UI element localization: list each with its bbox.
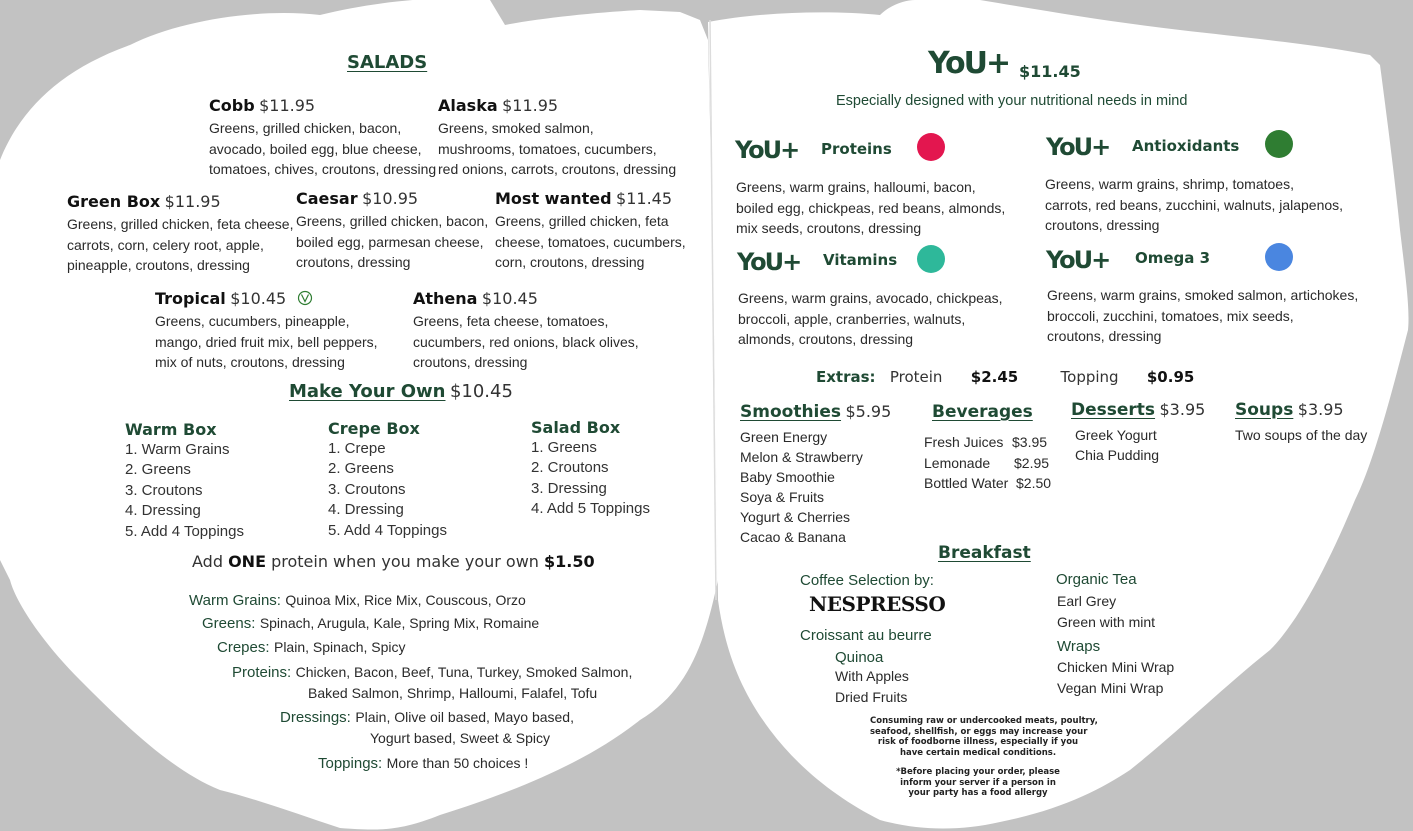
item-desc: carrots, red beans, zucchini, walnuts, jalapenos, <box>1045 196 1344 213</box>
item-desc: mushrooms, tomatoes, cucumbers, <box>438 140 657 157</box>
box-step: 1. Greens <box>531 439 597 456</box>
list-item: Melon & Strawberry <box>740 449 863 465</box>
desserts-price: $3.95 <box>1159 400 1206 419</box>
box-name: Crepe Box <box>328 419 420 438</box>
box-step: 2. Greens <box>328 460 394 478</box>
item-price: $11.95 <box>164 192 221 211</box>
option-label: Warm Grains: <box>189 592 281 609</box>
bev-name: Bottled Water <box>924 475 1009 491</box>
item-desc: Greens, grilled chicken, bacon, <box>209 120 402 136</box>
bev-name: Fresh Juices <box>924 434 1004 450</box>
youplus-logo-small: YoU+ <box>1046 133 1110 161</box>
option-text: Plain, Olive oil based, Mayo based, <box>355 709 574 725</box>
item-desc: Greens, grilled chicken, bacon, <box>296 213 489 229</box>
youplus-logo: YoU+ <box>928 46 1010 81</box>
item-name: Green Box <box>67 192 161 211</box>
item-desc: broccoli, zucchini, tomatoes, mix seeds, <box>1047 307 1294 324</box>
make-your-own-price: $10.45 <box>449 381 513 402</box>
list-item <box>924 432 1048 453</box>
item-desc: carrots, corn, celery root, apple, <box>67 236 264 253</box>
box-step: 3. Croutons <box>328 480 406 498</box>
list-item <box>924 453 1050 474</box>
option-dressings <box>280 709 574 727</box>
item-desc: corn, croutons, dressing <box>495 254 645 270</box>
wraps-label: Wraps <box>1057 638 1101 655</box>
menu-item-cobb <box>209 96 436 180</box>
bev-price: $3.95 <box>1012 434 1048 450</box>
item-desc: croutons, dressing <box>1047 328 1162 344</box>
option-label: Toppings: <box>318 755 383 772</box>
list-item: Earl Grey <box>1057 593 1117 609</box>
youplus-item-proteins <box>736 177 1005 239</box>
option-toppings <box>318 755 528 773</box>
smoothies-section <box>740 402 891 547</box>
youplus-logo-small: YoU+ <box>737 248 801 276</box>
item-desc: croutons, dressing <box>413 354 528 370</box>
protein-note-bold: ONE <box>228 552 266 571</box>
protein-note-mid: protein when you make your own <box>271 552 539 571</box>
protein-note <box>192 552 595 571</box>
make-your-own-title: Make Your Own <box>289 381 446 402</box>
box-step: 3. Dressing <box>531 479 607 497</box>
salads-heading: SALADS <box>347 52 428 73</box>
item-desc: Greens, warm grains, halloumi, bacon, <box>736 179 976 195</box>
disclaimer-line: Consuming raw or undercooked meats, poultry, <box>870 716 1098 726</box>
item-price: $10.45 <box>230 289 287 308</box>
make-your-own-heading <box>289 381 513 402</box>
coffee-label: Coffee Selection by: <box>800 572 934 589</box>
box-step: 4. Dressing <box>125 502 201 520</box>
youplus-item-antioxidants <box>1045 174 1343 236</box>
box-step: 1. Warm Grains <box>125 441 230 458</box>
list-item: Cacao & Banana <box>740 529 846 545</box>
option-label: Greens: <box>202 615 256 632</box>
list-item: Yogurt & Cherries <box>740 509 850 525</box>
option-text: Chicken, Bacon, Beef, Tuna, Turkey, Smoked Salmon, <box>295 664 633 680</box>
food-safety-disclaimer <box>870 716 1098 758</box>
item-price: $10.95 <box>362 189 419 208</box>
item-desc: Greens, grilled chicken, feta cheese, <box>67 216 294 232</box>
item-desc: croutons, dressing <box>296 254 411 270</box>
extras-protein-price: $2.45 <box>970 368 1019 386</box>
option-text: Yogurt based, Sweet & Spicy <box>370 730 551 746</box>
tea-label: Organic Tea <box>1056 571 1137 588</box>
item-desc: tomatoes, chives, croutons, dressing <box>209 161 437 177</box>
box-step: 2. Croutons <box>531 459 609 477</box>
option-text: More than 50 choices ! <box>386 755 529 771</box>
item-desc: pineapple, croutons, dressing <box>67 257 250 273</box>
option-greens <box>202 615 539 633</box>
option-text: Quinoa Mix, Rice Mix, Couscous, Orzo <box>285 592 526 608</box>
allergy-line: inform your server if a person in <box>900 777 1056 788</box>
youplus-logo-small: YoU+ <box>735 136 799 164</box>
item-name: Alaska <box>438 96 498 115</box>
item-desc: red onions, carrots, croutons, dressing <box>438 161 677 177</box>
item-desc: Greens, warm grains, shrimp, tomatoes, <box>1045 176 1294 192</box>
smoothies-heading: Smoothies <box>740 402 842 422</box>
item-desc: almonds, croutons, dressing <box>738 331 914 347</box>
menu-item-alaska <box>438 96 676 180</box>
allergy-line: *Before placing your order, please <box>896 767 1060 777</box>
option-label: Proteins: <box>232 664 292 681</box>
item-desc: Greens, warm grains, avocado, chickpeas, <box>738 290 1003 306</box>
option-text: Plain, Spinach, Spicy <box>273 639 406 655</box>
box-step: 3. Croutons <box>125 481 203 499</box>
croissant-list <box>835 649 909 707</box>
youplus-item-vitamins <box>738 288 1003 350</box>
menu-item-tropical <box>155 289 378 373</box>
list-item: Greek Yogurt <box>1075 427 1157 443</box>
item-desc: Greens, smoked salmon, <box>438 120 594 136</box>
protein-note-price: $1.50 <box>544 552 595 571</box>
option-label: Dressings: <box>280 709 351 726</box>
option-crepes <box>217 639 406 657</box>
disclaimer-line: have certain medical conditions. <box>899 747 1057 758</box>
item-desc: cucumbers, red onions, black olives, <box>413 333 639 350</box>
breakfast-heading: Breakfast <box>938 543 1031 563</box>
item-desc: avocado, boiled egg, blue cheese, <box>209 140 422 157</box>
option-text: Baked Salmon, Shrimp, Halloumi, Falafel, Tofu <box>308 685 598 701</box>
extras-row <box>816 368 1194 387</box>
disclaimer-line: seafood, shellfish, or eggs may increase your <box>870 726 1088 737</box>
list-item: Vegan Mini Wrap <box>1057 679 1164 696</box>
youplus-logo-small: YoU+ <box>1046 246 1110 274</box>
item-desc: Greens, grilled chicken, feta <box>495 213 669 229</box>
bev-price: $2.95 <box>1014 454 1050 471</box>
box-name: Warm Box <box>125 420 217 439</box>
list-item: Quinoa <box>835 649 884 666</box>
list-item: Green Energy <box>740 429 828 445</box>
list-item: Chia Pudding <box>1075 447 1160 463</box>
bev-price: $2.50 <box>1016 475 1052 491</box>
box-salad <box>531 418 650 520</box>
list-item: With Apples <box>835 668 909 684</box>
allergy-notice <box>890 767 1066 799</box>
menu-item-caesar <box>296 189 488 273</box>
list-item: Chicken Mini Wrap <box>1057 659 1175 675</box>
omega3-color-dot <box>1265 243 1293 271</box>
item-price: $11.95 <box>259 96 316 115</box>
list-item: Two soups of the day <box>1235 427 1368 443</box>
box-name: Salad Box <box>531 418 621 437</box>
disclaimer-line: risk of foodborne illness, especially if you <box>877 737 1079 747</box>
menu-item-most-wanted <box>495 189 686 273</box>
list-item: Soya & Fruits <box>740 489 825 505</box>
box-step: 5. Add 4 Toppings <box>328 521 447 539</box>
option-text: Spinach, Arugula, Kale, Spring Mix, Romaine <box>259 615 540 631</box>
item-desc: Greens, cucumbers, pineapple, <box>155 313 350 329</box>
list-item: Baby Smoothie <box>740 469 835 485</box>
youplus-item-name: Vitamins <box>823 251 898 269</box>
vitamins-color-dot <box>917 245 945 273</box>
list-item: Dried Fruits <box>835 688 908 705</box>
youplus-item-name: Proteins <box>821 140 892 158</box>
youplus-item-name: Antioxidants <box>1132 137 1240 155</box>
youplus-price: $11.45 <box>1019 62 1081 81</box>
box-step: 4. Dressing <box>328 501 404 519</box>
option-warm-grains <box>189 592 526 610</box>
item-desc: Greens, feta cheese, tomatoes, <box>413 313 609 329</box>
soups-section <box>1235 400 1367 446</box>
item-desc: mango, dried fruit mix, bell peppers, <box>155 333 378 350</box>
item-name: Athena <box>413 289 478 308</box>
tea-list <box>1057 591 1155 632</box>
proteins-color-dot <box>917 133 945 161</box>
item-name: Tropical <box>155 289 226 308</box>
smoothies-price: $5.95 <box>845 402 892 421</box>
list-item: Green with mint <box>1057 613 1156 630</box>
beverages-list <box>924 432 1052 494</box>
item-name: Cobb <box>209 96 255 115</box>
menu-item-athena <box>413 289 639 373</box>
croissant-label: Croissant au beurre <box>800 627 932 644</box>
allergy-line: your party has a food allergy <box>908 788 1048 798</box>
item-name: Most wanted <box>495 189 612 208</box>
menu-item-green-box <box>67 192 293 276</box>
beverages-heading: Beverages <box>932 402 1033 422</box>
nespresso-logo: NESPRESSO <box>809 592 946 616</box>
box-crepe <box>328 419 447 541</box>
item-name: Caesar <box>296 189 358 208</box>
item-desc: mix seeds, croutons, dressing <box>736 220 922 236</box>
desserts-section <box>1071 400 1205 465</box>
vegan-leaf-icon <box>297 290 313 306</box>
box-step: 2. Greens <box>125 461 191 479</box>
wraps-list <box>1057 657 1174 698</box>
box-warm <box>125 420 244 542</box>
extras-label: Extras: <box>816 368 876 386</box>
protein-note-pre: Add <box>192 552 223 571</box>
youplus-item-name: Omega 3 <box>1135 249 1211 267</box>
extras-topping-label: Topping <box>1060 368 1119 386</box>
bev-name: Lemonade <box>924 454 991 471</box>
item-desc: boiled egg, parmesan cheese, <box>296 233 484 250</box>
antioxidants-color-dot <box>1265 130 1293 158</box>
item-desc: croutons, dressing <box>1045 217 1160 233</box>
option-proteins <box>232 664 632 682</box>
extras-topping-price: $0.95 <box>1146 368 1195 386</box>
item-desc: Greens, warm grains, smoked salmon, artichokes, <box>1047 287 1359 303</box>
soups-price: $3.95 <box>1297 400 1344 419</box>
item-desc: broccoli, apple, cranberries, walnuts, <box>738 310 966 327</box>
item-desc: boiled egg, chickpeas, red beans, almonds, <box>736 199 1006 216</box>
item-price: $10.45 <box>481 289 538 308</box>
box-step: 5. Add 4 Toppings <box>125 522 244 540</box>
box-step: 1. Crepe <box>328 440 386 457</box>
soups-heading: Soups <box>1235 400 1294 420</box>
desserts-heading: Desserts <box>1071 400 1156 420</box>
item-desc: mix of nuts, croutons, dressing <box>155 354 345 370</box>
list-item <box>924 473 1052 494</box>
youplus-subtitle: Especially designed with your nutritional needs in mind <box>836 93 1188 109</box>
item-price: $11.45 <box>616 189 673 208</box>
item-desc: cheese, tomatoes, cucumbers, <box>495 233 686 250</box>
youplus-item-omega3 <box>1047 285 1358 347</box>
item-price: $11.95 <box>502 96 559 115</box>
box-step: 4. Add 5 Toppings <box>531 500 650 518</box>
extras-protein-label: Protein <box>889 368 943 386</box>
option-label: Crepes: <box>217 639 270 656</box>
